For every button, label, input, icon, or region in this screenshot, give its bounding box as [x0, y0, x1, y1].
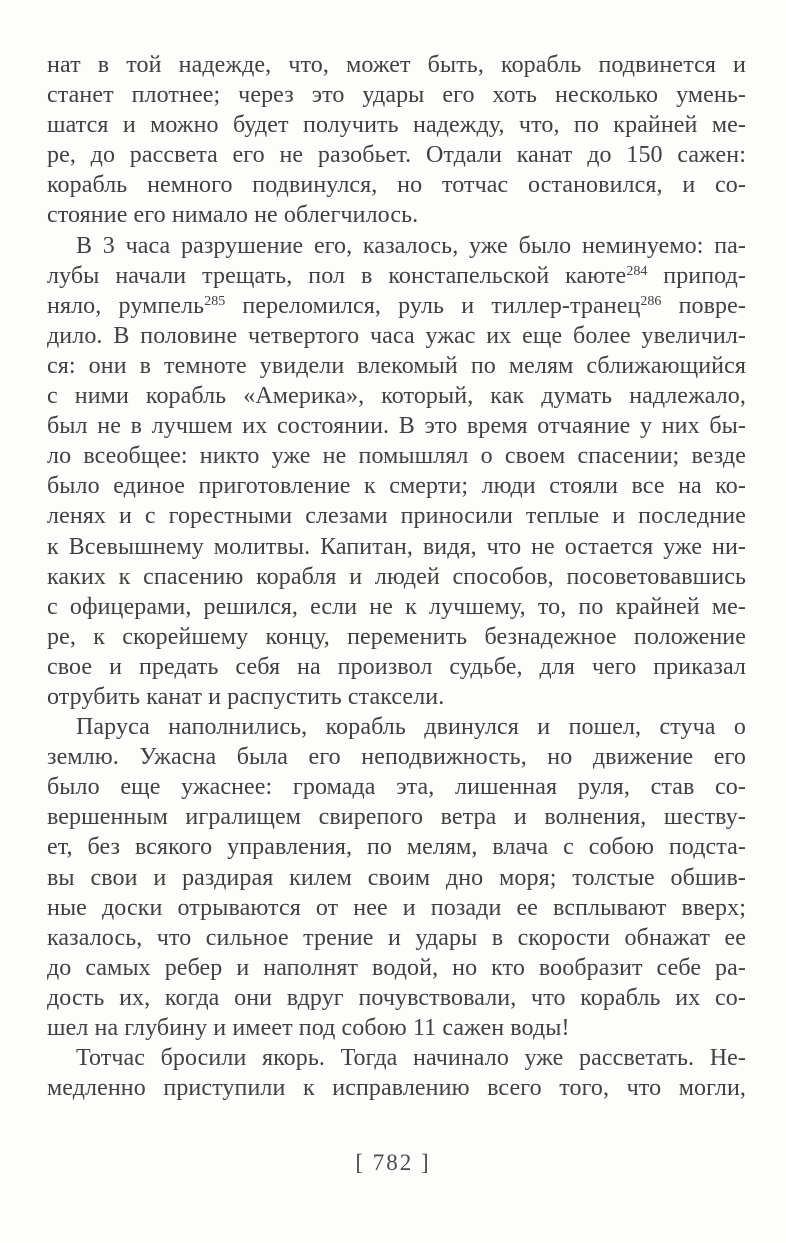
text-line: ло всеобщее: никто уже не помышлял о своем спасении; везде: [47, 443, 746, 470]
footnote-reference: 284: [626, 263, 648, 279]
text-line: шел на глубину и имеет под собою 11 сажен воды!: [47, 1015, 570, 1041]
text-line: стояние его нимало не облегчилось.: [47, 202, 419, 229]
text-line: ленях и с горестными слезами приносили теплые и последние: [47, 503, 746, 530]
text-line: вы свои и раздирая килем своим дно моря; толстые обшив-: [47, 864, 746, 891]
text-line: с офицерами, решился, если не к лучшему, то, по крайней ме-: [47, 593, 746, 620]
text-line: вершенным игралищем свирепого ветра и волнения, шеству-: [47, 804, 746, 831]
text-line: Паруса наполнились, корабль двинулся и пошел, стуча о: [76, 714, 746, 741]
text-line: ре, к скорейшему концу, переменить безнадежное положение: [47, 623, 746, 650]
text-line: ре, до рассвета его не разобьет. Отдали канат до 150 сажен:: [47, 142, 746, 169]
paragraph: [47, 231, 746, 713]
text-line: нат в той надежде, что, может быть, корабль подвинется и: [47, 52, 746, 78]
text-line: шатся и можно будет получить надежду, что, по крайней ме-: [47, 112, 746, 139]
paragraph: [47, 712, 746, 1043]
text-line: к Всевышнему молитвы. Капитан, видя, что не остается уже ни-: [47, 533, 746, 560]
text-line: свое и предать себя на произвол судьбе, для чего приказал: [47, 653, 746, 680]
text-line: дило. В половине четвертого часа ужас их еще более увеличил-: [47, 322, 746, 349]
text-line: няло, румпель$^{285}$ переломился, руль и тиллер-транец$^{286}$ повре-: [47, 292, 746, 319]
paragraph: [47, 50, 746, 231]
text-line: корабль немного подвинулся, но тотчас остановился, и со-: [47, 172, 746, 199]
footnote-reference: 286: [640, 294, 662, 310]
text-line: было единое приготовление к смерти; люди стояли все на ко-: [47, 473, 746, 500]
text-line: ся: они в темноте увидели влекомый по мелям сближающийся: [47, 352, 746, 379]
text-line: отрубить канат и распустить стаксели.: [47, 683, 445, 710]
text-line: В 3 часа разрушение его, казалось, уже было неминуемо: па-: [76, 232, 746, 259]
text-line: казалось, что сильное трение и удары в скорости обнажат ее: [47, 924, 746, 951]
text-line: каких к спасению корабля и людей способов, посоветовавшись: [47, 563, 746, 590]
text-line: Тотчас бросили якорь. Тогда начинало уже рассветать. Не-: [76, 1045, 746, 1072]
text-line: до самых ребер и наполнят водой, но кто вообразит себе ра-: [47, 954, 746, 981]
text-line: был не в лучшем их состоянии. В это время отчаяние у них бы-: [47, 413, 746, 440]
text-line: землю. Ужасна была его неподвижность, но движение его: [47, 744, 746, 771]
text-line: было еще ужаснее: громада эта, лишенная руля, став со-: [47, 774, 746, 801]
text-line: ные доски отрываются от нее и позади ее всплывают вверх;: [47, 894, 746, 921]
footnote-reference: 285: [204, 294, 226, 310]
text-block: [47, 50, 746, 1103]
paragraph: [47, 1043, 746, 1103]
text-line: медленно приступили к исправлению всего того, что могли,: [47, 1075, 746, 1102]
text-line: дость их, когда они вдруг почувствовали, что корабль их со-: [47, 984, 746, 1011]
page-number: [ 782 ]: [355, 1150, 431, 1175]
text-line: ет, без всякого управления, по мелям, влача с собою подста-: [47, 834, 746, 861]
text-line: с ними корабль «Америка», который, как думать надлежало,: [47, 383, 746, 410]
text-line: лубы начали трещать, пол в констапельской каюте$^{284}$ припод-: [47, 262, 746, 289]
text-line: станет плотнее; через это удары его хоть несколько умень-: [47, 82, 746, 109]
